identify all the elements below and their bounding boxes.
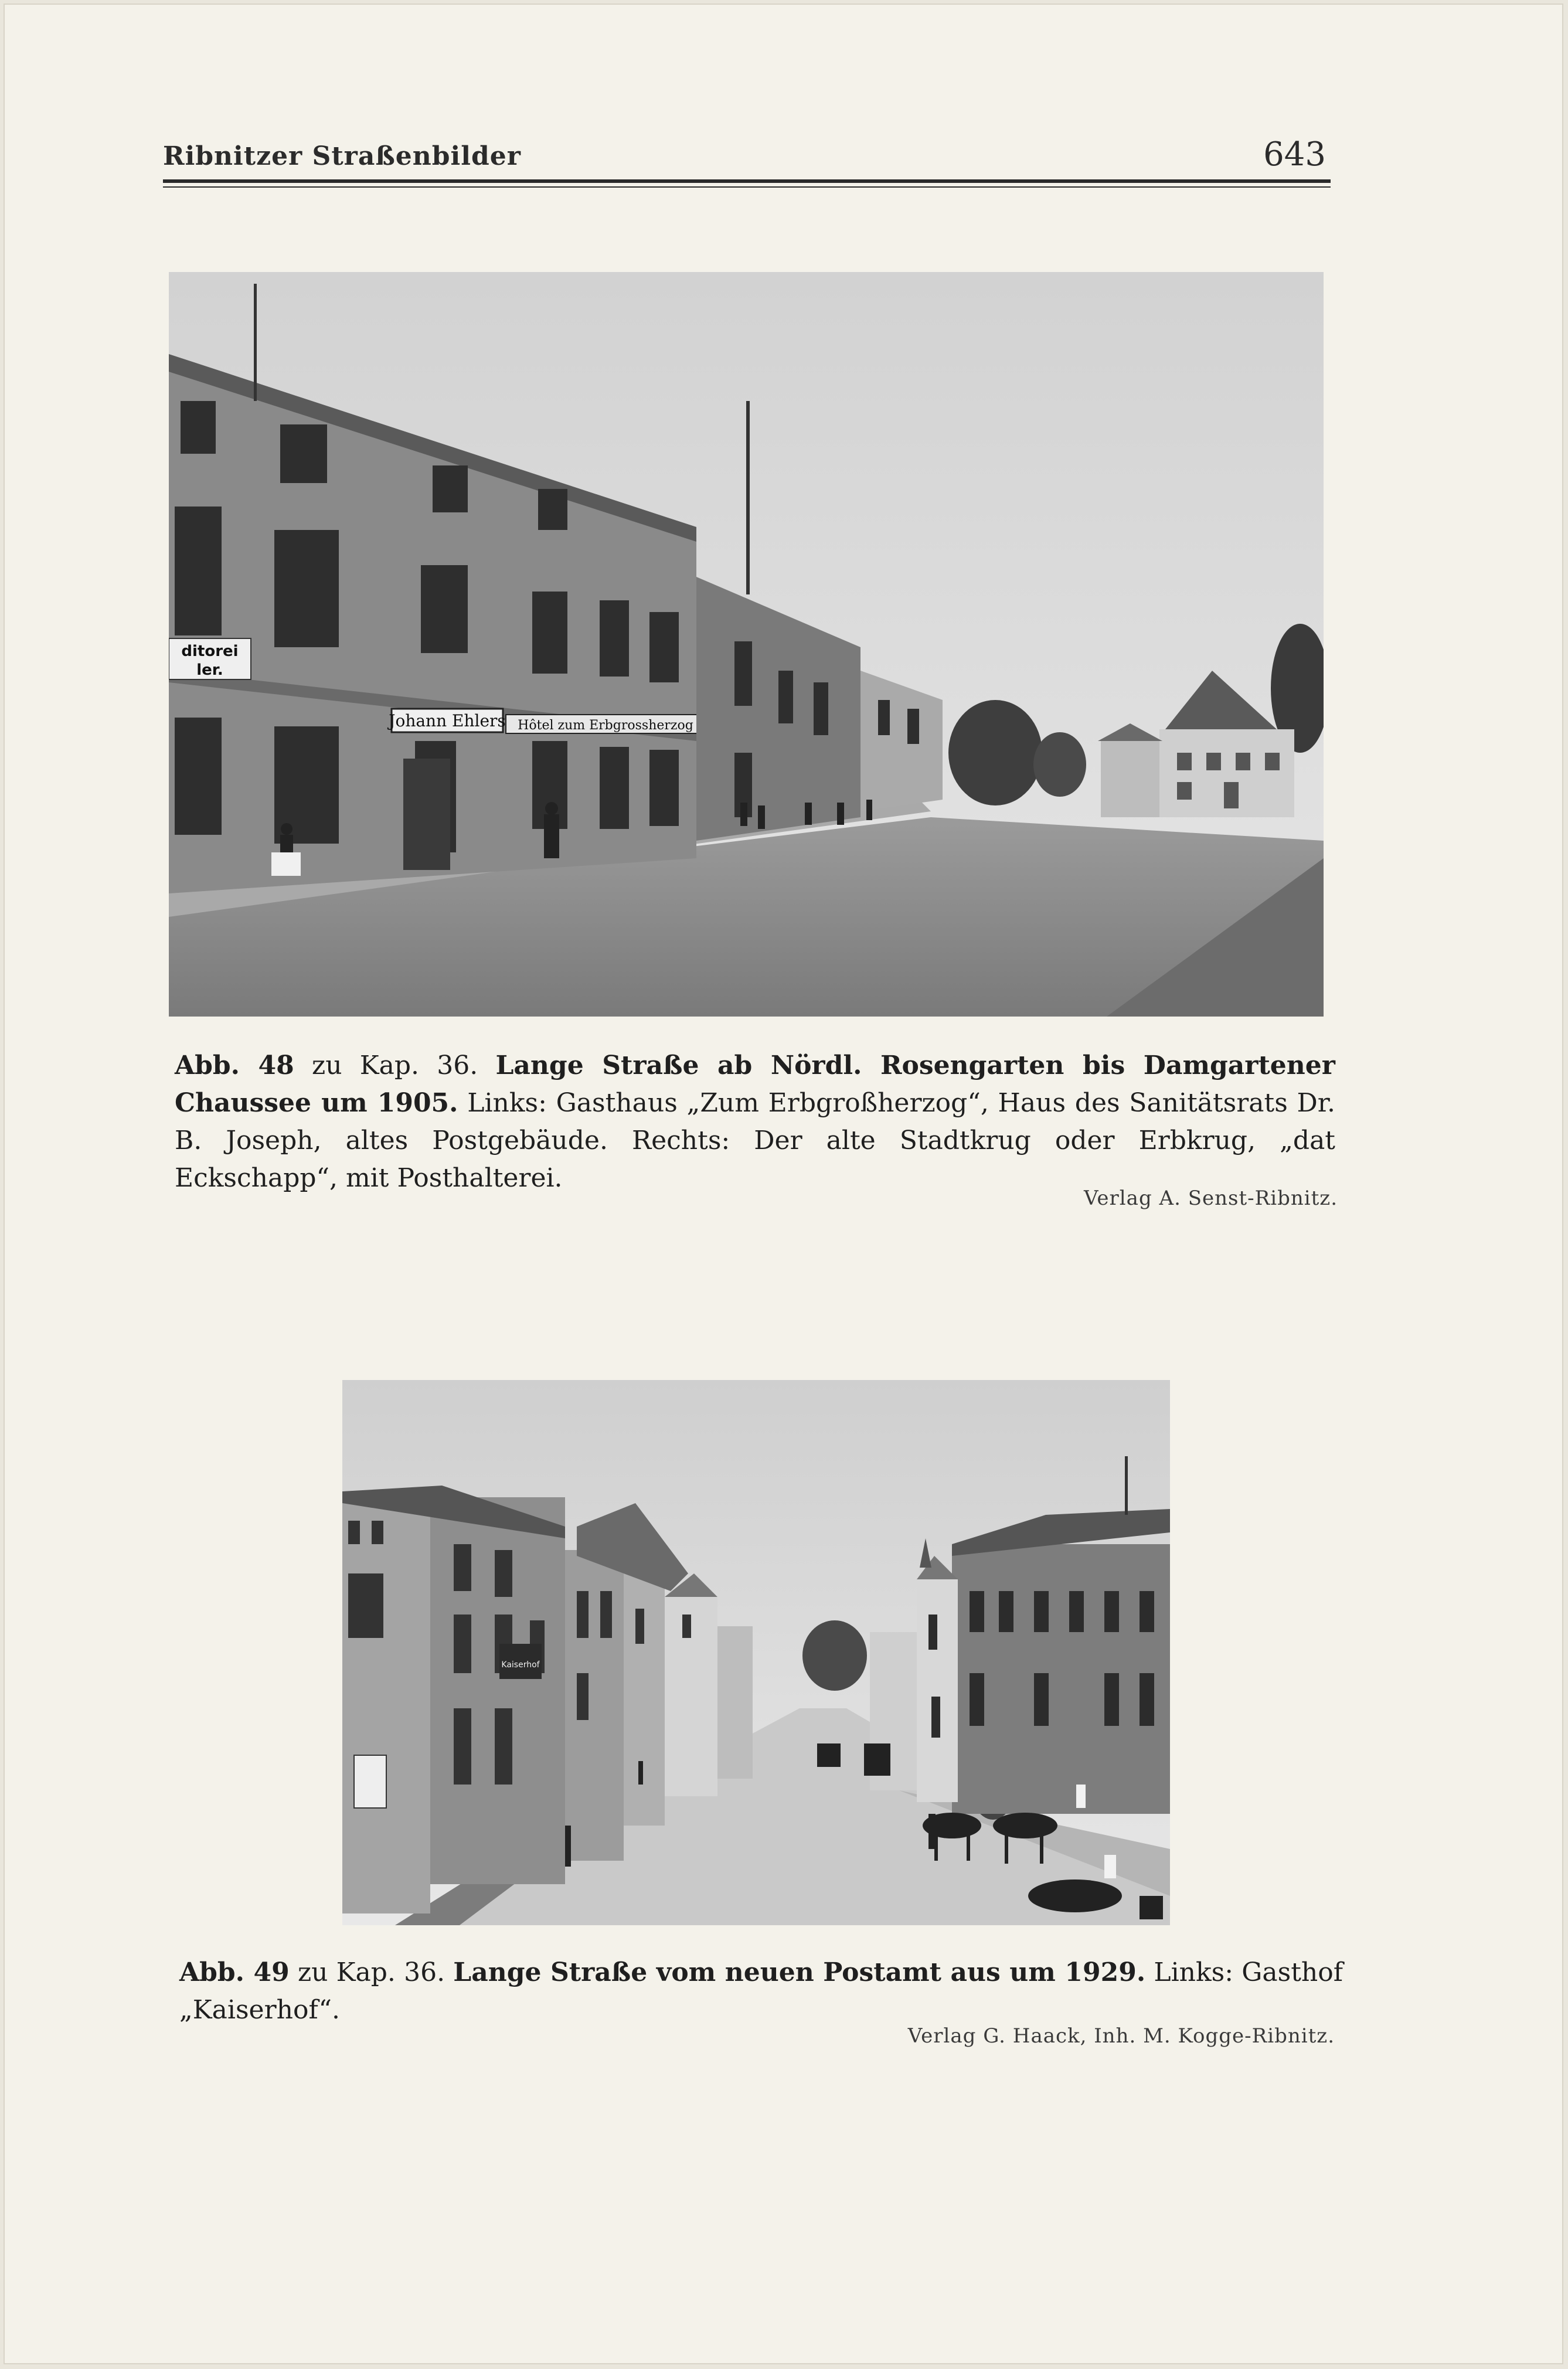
photo-lange-strasse-1905 [169,272,1324,1017]
figure-label: Abb. 49 [179,1957,290,1987]
sign-johann-ehlers-text: Johann Ehlers [389,711,506,730]
page-number: 643 [1263,135,1326,174]
running-header: Ribnitzer Straßenbilder [163,141,521,171]
photo-credit: Verlag G. Haack, Inh. M. Kogge-Ribnitz. [907,2024,1335,2048]
header-rule-thin [163,186,1331,188]
figure-ref: zu Kap. 36. [297,1957,445,1987]
figure-caption-48 [175,1047,1335,1197]
header-rule [163,179,1331,183]
photo-lange-strasse-1929 [342,1380,1170,1925]
figure-description: Links: Gasthaus „Zum Erbgroßherzog“, Haus des Sanitätsrats Dr. B. Joseph, altes Postgebäude. Rechts: Der alte Stadtkrug oder Erbkrug, „dat Eckschapp“, mit Posthalterei. [175,1088,1335,1193]
svg-text:ditorei: ditorei [181,643,239,660]
figure-title: Lange Straße ab Nördl. Rosengarten bis Damgartener Chaussee um 1905. [175,1051,1335,1118]
figure-caption-49 [179,1954,1343,2029]
book-page [4,4,1563,2364]
sign-kaiserhof-text: Kaiserhof [501,1660,540,1670]
figure-description: Links: Gasthof „Kaiserhof“. [179,1957,1343,2025]
figure-ref: zu Kap. 36. [312,1051,478,1080]
sign-hotel-text: Hôtel zum Erbgrossherzog [518,718,693,733]
figure-title: Lange Straße vom neuen Postamt aus um 1929. [453,1957,1146,1987]
figure-label: Abb. 48 [175,1051,294,1080]
photo-credit: Verlag A. Senst-Ribnitz. [1084,1187,1338,1210]
svg-text:ler.: ler. [196,661,223,679]
